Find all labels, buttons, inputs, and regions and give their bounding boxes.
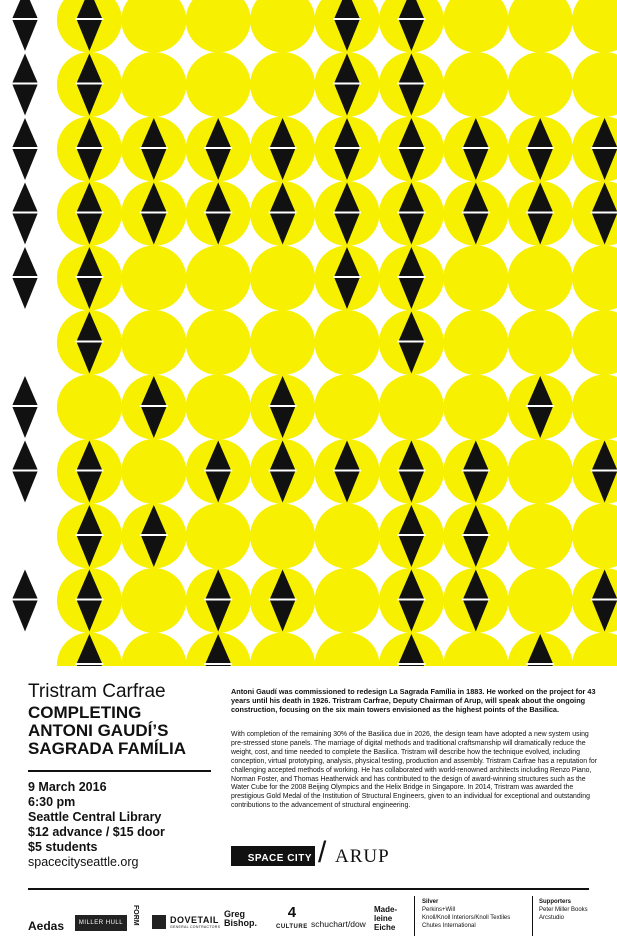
- dovetail-logo: [170, 915, 220, 929]
- yellow-circle: [186, 0, 251, 53]
- yellow-circle: [315, 310, 380, 375]
- description-body: With completion of the remaining 30% of the Basilica due in 2026, the design team have adopted a new system using pre-stressed stone panels. The marriage of digital methods and traditional craftsmanship will dramatically reduce the weight, cost, and time needed to complete the Basilica. Tristram will describe how the technique evolved, including conception, virtual prototyping, analysis, physical testing, production and assembly. Tristram Carfrae has a reputation for challenging accepted methods of working. He has collaborated with world-renowned architects including Renzo Piano, Norman Foster, and Thomas Heatherwick and has contributed to the design of award-winning structures such as the Water Cube for the 2008 Beijing Olympics and the Helix Bridge in Singapore. In 2014, Tristram was awarded the prestigious Gold Medal of the Institution of Structural Engineers, given to an individual for exceptional and outstanding contributions to the advancement of structural engineering.: [231, 731, 598, 810]
- event-venue: Seattle Central Library: [28, 810, 162, 824]
- supporters-label: Supporters: [539, 899, 572, 905]
- yellow-circle: [250, 246, 315, 311]
- yellow-circle: [572, 310, 617, 375]
- silver-sponsor: Chutes International: [422, 923, 476, 929]
- yellow-circle: [186, 310, 251, 375]
- yellow-circle: [443, 0, 508, 53]
- yellow-circle: [250, 52, 315, 117]
- supporter-item: Arcstudio: [539, 915, 565, 921]
- title-divider: [28, 770, 211, 772]
- yellow-circle: [121, 439, 186, 504]
- silver-divider: [414, 896, 415, 936]
- yellow-circle: [572, 504, 617, 569]
- madeleine-eiche-line: Made-: [374, 905, 398, 914]
- yellow-circle: [379, 375, 444, 440]
- yellow-circle: [250, 310, 315, 375]
- yellow-circle: [186, 52, 251, 117]
- yellow-circle: [250, 0, 315, 53]
- yellow-circle: [121, 52, 186, 117]
- space-city-logo-text: SPACE CITY: [247, 853, 312, 864]
- event-title-line: SAGRADA FAMÍLIA: [28, 739, 187, 758]
- yellow-circle: [121, 0, 186, 53]
- event-date: 9 March 2016: [28, 780, 107, 794]
- arup-logo: ARUP: [335, 846, 390, 867]
- yellow-circle: [508, 310, 573, 375]
- sponsor-divider: [28, 888, 589, 890]
- silver-sponsors: [422, 898, 510, 930]
- supporters-divider: [532, 896, 533, 936]
- yellow-circle: [443, 52, 508, 117]
- event-website[interactable]: spacecityseattle.org: [28, 855, 139, 869]
- yellow-circle: [315, 633, 380, 667]
- four-culture-logo: [276, 905, 308, 935]
- yellow-circle: [250, 504, 315, 569]
- speaker-name: Tristram Carfrae: [28, 681, 166, 702]
- sponsor-logos: [28, 905, 408, 935]
- madeleine-eiche-line: leine: [374, 914, 393, 923]
- yellow-circle: [186, 504, 251, 569]
- yellow-circle: [508, 439, 573, 504]
- yellow-circle: [572, 52, 617, 117]
- miller-hull-logo: MILLER HULL: [75, 915, 127, 931]
- greg-bishop-logo: [224, 910, 257, 928]
- supporter-item: Peter Miller Books: [539, 907, 588, 913]
- black-diamond: [12, 0, 38, 51]
- description-intro: Antoni Gaudí was commissioned to redesign La Sagrada Família in 1883. He worked on the project for 43 years until his death in 1926. Tristram Carfrae, Deputy Chairman of Arup, will speak about the ongoing construction, focusing on the six main towers envisioned as the highest points of the Basilica.: [231, 687, 596, 714]
- yellow-circle: [315, 568, 380, 633]
- yellow-circle: [572, 375, 617, 440]
- yellow-circle: [443, 375, 508, 440]
- yellow-circle: [508, 52, 573, 117]
- yellow-circle: [508, 504, 573, 569]
- yellow-circle: [572, 633, 617, 667]
- four-culture-mark: 4: [287, 904, 297, 921]
- aedas-logo: Aedas: [28, 919, 65, 933]
- yellow-circle: [508, 0, 573, 53]
- yellow-circle: [572, 246, 617, 311]
- silver-sponsor: Knoll/Knoll Interiors/Knoll Textiles: [422, 915, 511, 921]
- greg-bishop-line: Bishop.: [224, 918, 257, 928]
- yellow-circle: [443, 246, 508, 311]
- dovetail-subtitle: GENERAL CONTRACTORS: [170, 925, 221, 929]
- yellow-circle: [443, 310, 508, 375]
- schuchart-dow-logo: schuchart/dow: [311, 919, 366, 929]
- yellow-circle: [57, 375, 122, 440]
- silver-label: Silver: [422, 899, 439, 905]
- greg-bishop-line: Greg: [224, 909, 246, 919]
- madeleine-eiche-logo: [374, 905, 397, 932]
- dovetail-name: DOVETAIL: [170, 915, 219, 925]
- yellow-circle: [250, 633, 315, 667]
- yellow-circle: [121, 568, 186, 633]
- madeleine-eiche-line: Eiche: [374, 923, 396, 932]
- yellow-circle: [121, 633, 186, 667]
- event-time: 6:30 pm: [28, 795, 76, 809]
- yellow-circle: [315, 504, 380, 569]
- yellow-circle: [121, 246, 186, 311]
- event-details: [28, 780, 165, 870]
- yellow-circle: [508, 246, 573, 311]
- organizer-slash: /: [318, 836, 327, 869]
- yellow-circle: [315, 375, 380, 440]
- yellow-circle: [121, 310, 186, 375]
- form-logo: FORM: [132, 905, 139, 926]
- event-title-line: COMPLETING: [28, 703, 142, 722]
- event-title-line: ANTONI GAUDÍ’S: [28, 721, 169, 740]
- yellow-circle: [186, 375, 251, 440]
- dovetail-mark-icon: [152, 915, 166, 929]
- yellow-circle: [443, 633, 508, 667]
- yellow-circle: [572, 0, 617, 53]
- yellow-circle: [186, 246, 251, 311]
- yellow-circle: [508, 568, 573, 633]
- supporters-list: [539, 898, 588, 922]
- event-price: $12 advance / $15 door: [28, 825, 165, 839]
- space-city-logo: [231, 846, 315, 866]
- silver-sponsor: Perkins+Will: [422, 907, 456, 913]
- event-title: [28, 704, 218, 758]
- four-culture-name: CULTURE: [276, 924, 308, 930]
- event-student-price: $5 students: [28, 840, 98, 854]
